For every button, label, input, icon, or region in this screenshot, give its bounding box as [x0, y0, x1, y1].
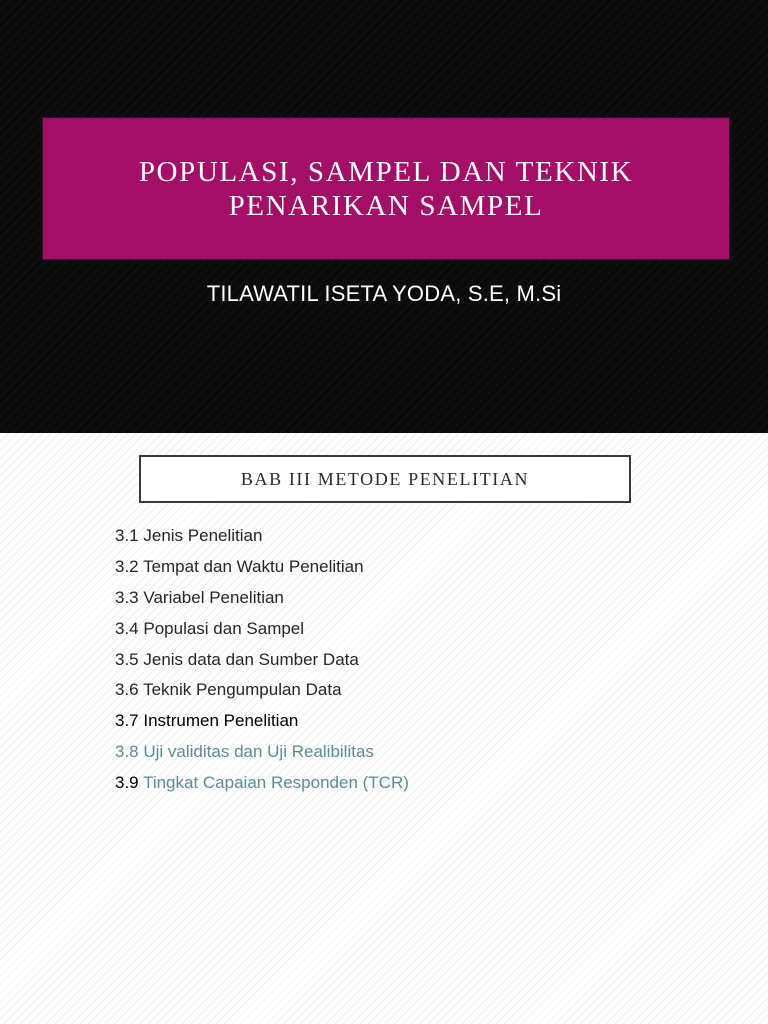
toc-item — [115, 585, 409, 616]
toc-item-number: 3.1 — [115, 526, 139, 545]
toc-item-text: Tempat dan Waktu Penelitian — [143, 556, 364, 576]
toc-item-text: Tingkat Capaian Responden (TCR) — [143, 773, 409, 793]
toc-item-number: 3.7 — [115, 711, 139, 731]
toc-item — [115, 708, 409, 739]
toc-item-number: 3.4 — [115, 618, 139, 638]
contents-slide — [0, 433, 768, 1024]
slide-title-line-2: PENARIKAN SAMPEL — [228, 189, 544, 222]
toc-item — [115, 616, 409, 647]
toc-item-number: 3.2 — [115, 556, 139, 576]
toc-item-text: Variabel Penelitian — [143, 587, 284, 607]
chapter-title: BAB III METODE PENELITIAN — [139, 455, 631, 503]
toc-item — [115, 677, 409, 708]
toc-item-text: Instrumen Penelitian — [143, 711, 299, 731]
toc-item-number: 3.3 — [115, 587, 139, 607]
toc-item-number: 3.5 — [115, 649, 139, 669]
slide-title-line-1: POPULASI, SAMPEL DAN TEKNIK — [138, 155, 634, 188]
toc-item — [115, 554, 409, 585]
toc-item-text: Jenis data dan Sumber Data — [143, 649, 359, 669]
toc-item-number: 3.6 — [115, 680, 139, 700]
toc-item — [115, 739, 409, 770]
toc-item-text: Uji validitas dan Uji Realibilitas — [143, 742, 374, 762]
title-banner — [43, 118, 729, 259]
table-of-contents — [115, 523, 409, 801]
toc-item — [115, 523, 409, 554]
toc-item-number: 3.9 — [115, 773, 139, 793]
toc-item-text: Jenis Penelitian — [143, 526, 263, 545]
toc-item-text: Teknik Pengumpulan Data — [143, 680, 342, 700]
author-name: TILAWATIL ISETA YODA, S.E, M.Si — [206, 281, 562, 306]
toc-item-number: 3.8 — [115, 742, 139, 762]
toc-item-text: Populasi dan Sampel — [143, 618, 305, 638]
toc-item — [115, 770, 409, 801]
toc-item — [115, 647, 409, 678]
title-slide — [0, 0, 768, 433]
